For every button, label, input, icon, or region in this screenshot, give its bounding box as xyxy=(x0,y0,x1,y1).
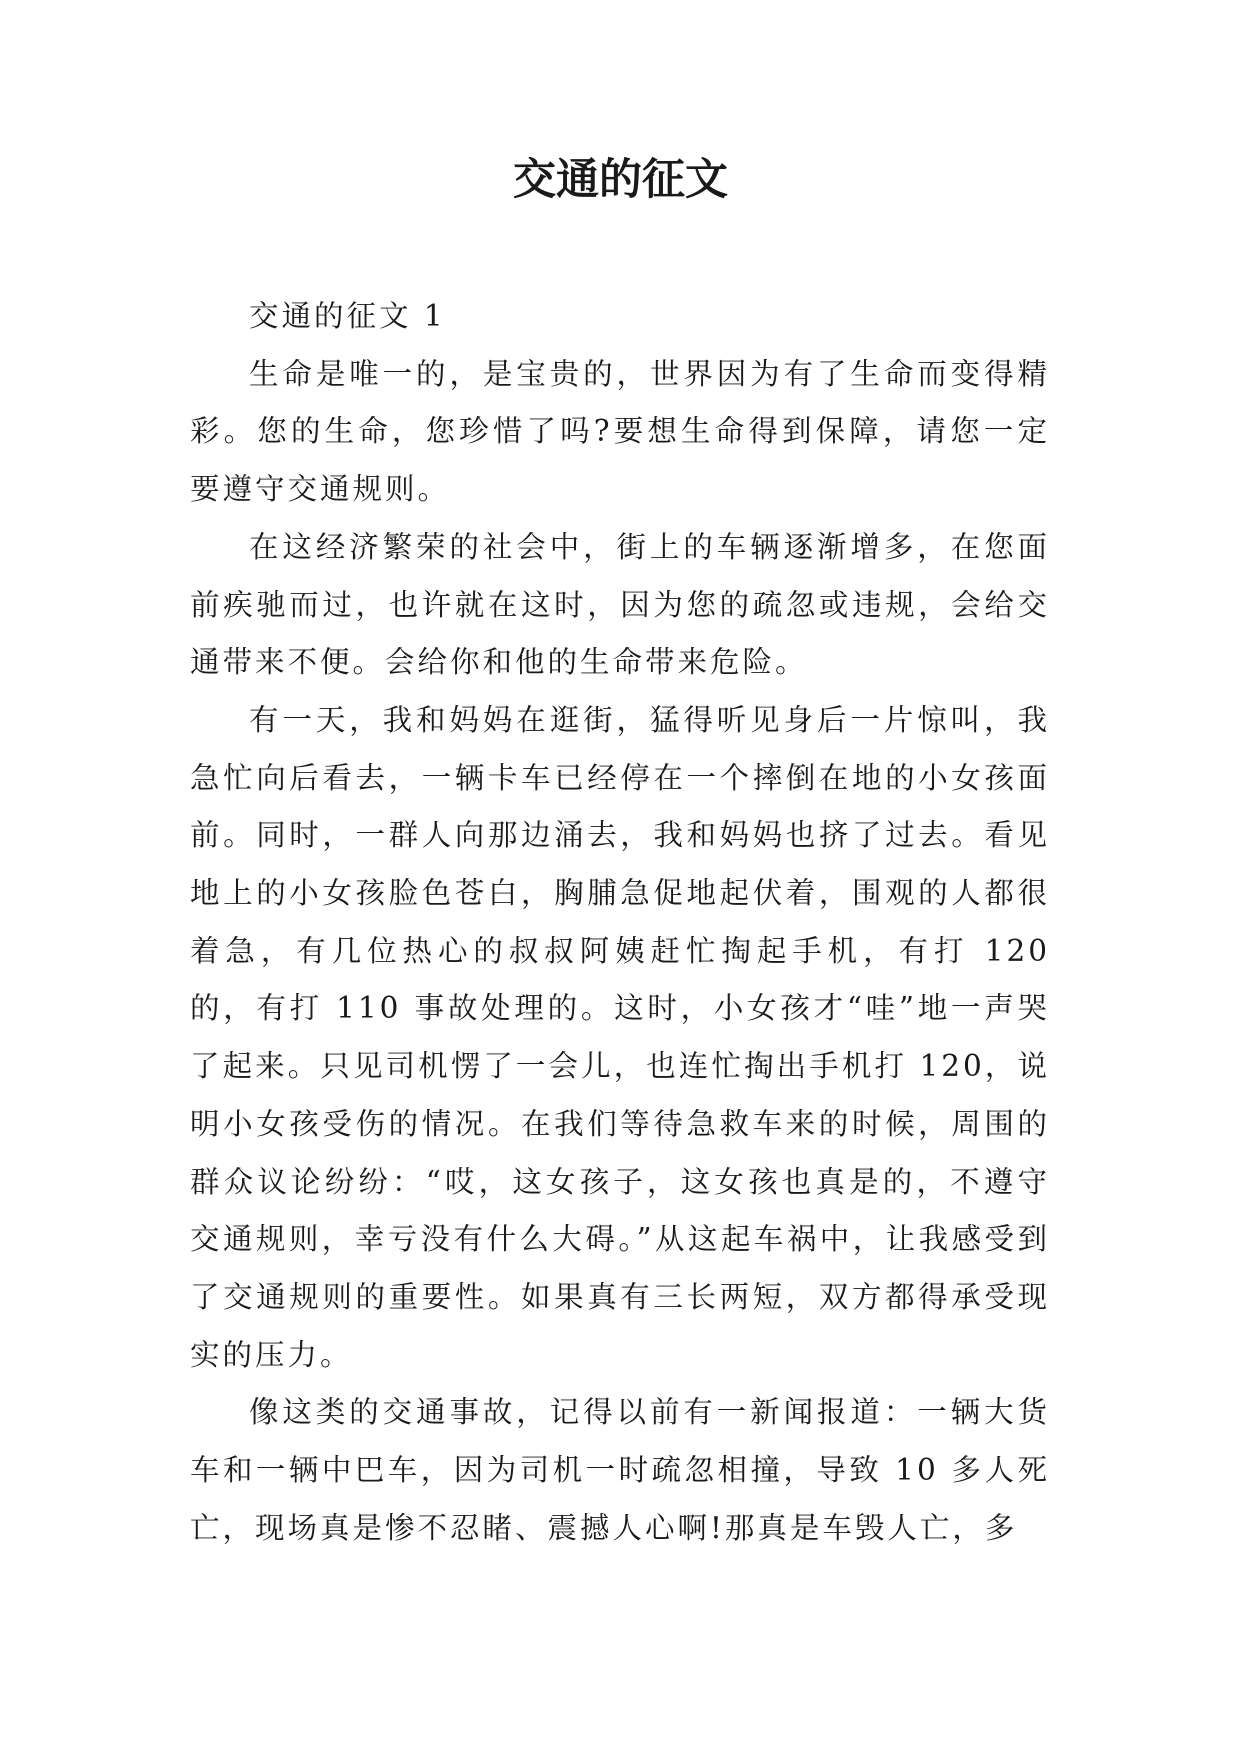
paragraph: 有一天，我和妈妈在逛街，猛得听见身后一片惊叫，我急忙向后看去，一辆卡车已经停在一个摔倒在地的小女孩面前。同时，一群人向那边涌去，我和妈妈也挤了过去。看见地上的小女孩脸色苍白，胸脯急促地起伏着，围观的人都很着急，有几位热心的叔叔阿姨赶忙掏起手机，有打 120 的，有打 110 事故处理的。这时，小女孩才“哇”地一声哭了起来。只见司机愣了一会儿，也连忙掏出手机打 120，说明小女孩受伤的情况。在我们等待急救车来的时候，周围的群众议论纷纷：“哎，这女孩子，这女孩也真是的，不遵守交通规则，幸亏没有什么大碍。”从这起车祸中，让我感受到了交通规则的重要性。如果真有三长两短，双方都得承受现实的压力。 xyxy=(190,702,1050,1372)
paragraph: 在这经济繁荣的社会中，街上的车辆逐渐增多，在您面前疾驰而过，也许就在这时，因为您的疏忽或违规，会给交通带来不便。会给你和他的生命带来危险。 xyxy=(190,529,1050,680)
document-body xyxy=(190,288,1050,1557)
section-heading: 交通的征文 1 xyxy=(249,299,446,333)
paragraph: 像这类的交通事故，记得以前有一新闻报道：一辆大货车和一辆中巴车，因为司机一时疏忽相撞，导致 10 多人死亡，现场真是惨不忍睹、震撼人心啊!那真是车毁人亡，多 xyxy=(190,1395,1050,1545)
paragraph: 生命是唯一的，是宝贵的，世界因为有了生命而变得精彩。您的生命，您珍惜了吗?要想生命得到保障，请您一定要遵守交通规则。 xyxy=(190,356,1050,507)
document-title: 交通的征文 xyxy=(513,155,728,205)
